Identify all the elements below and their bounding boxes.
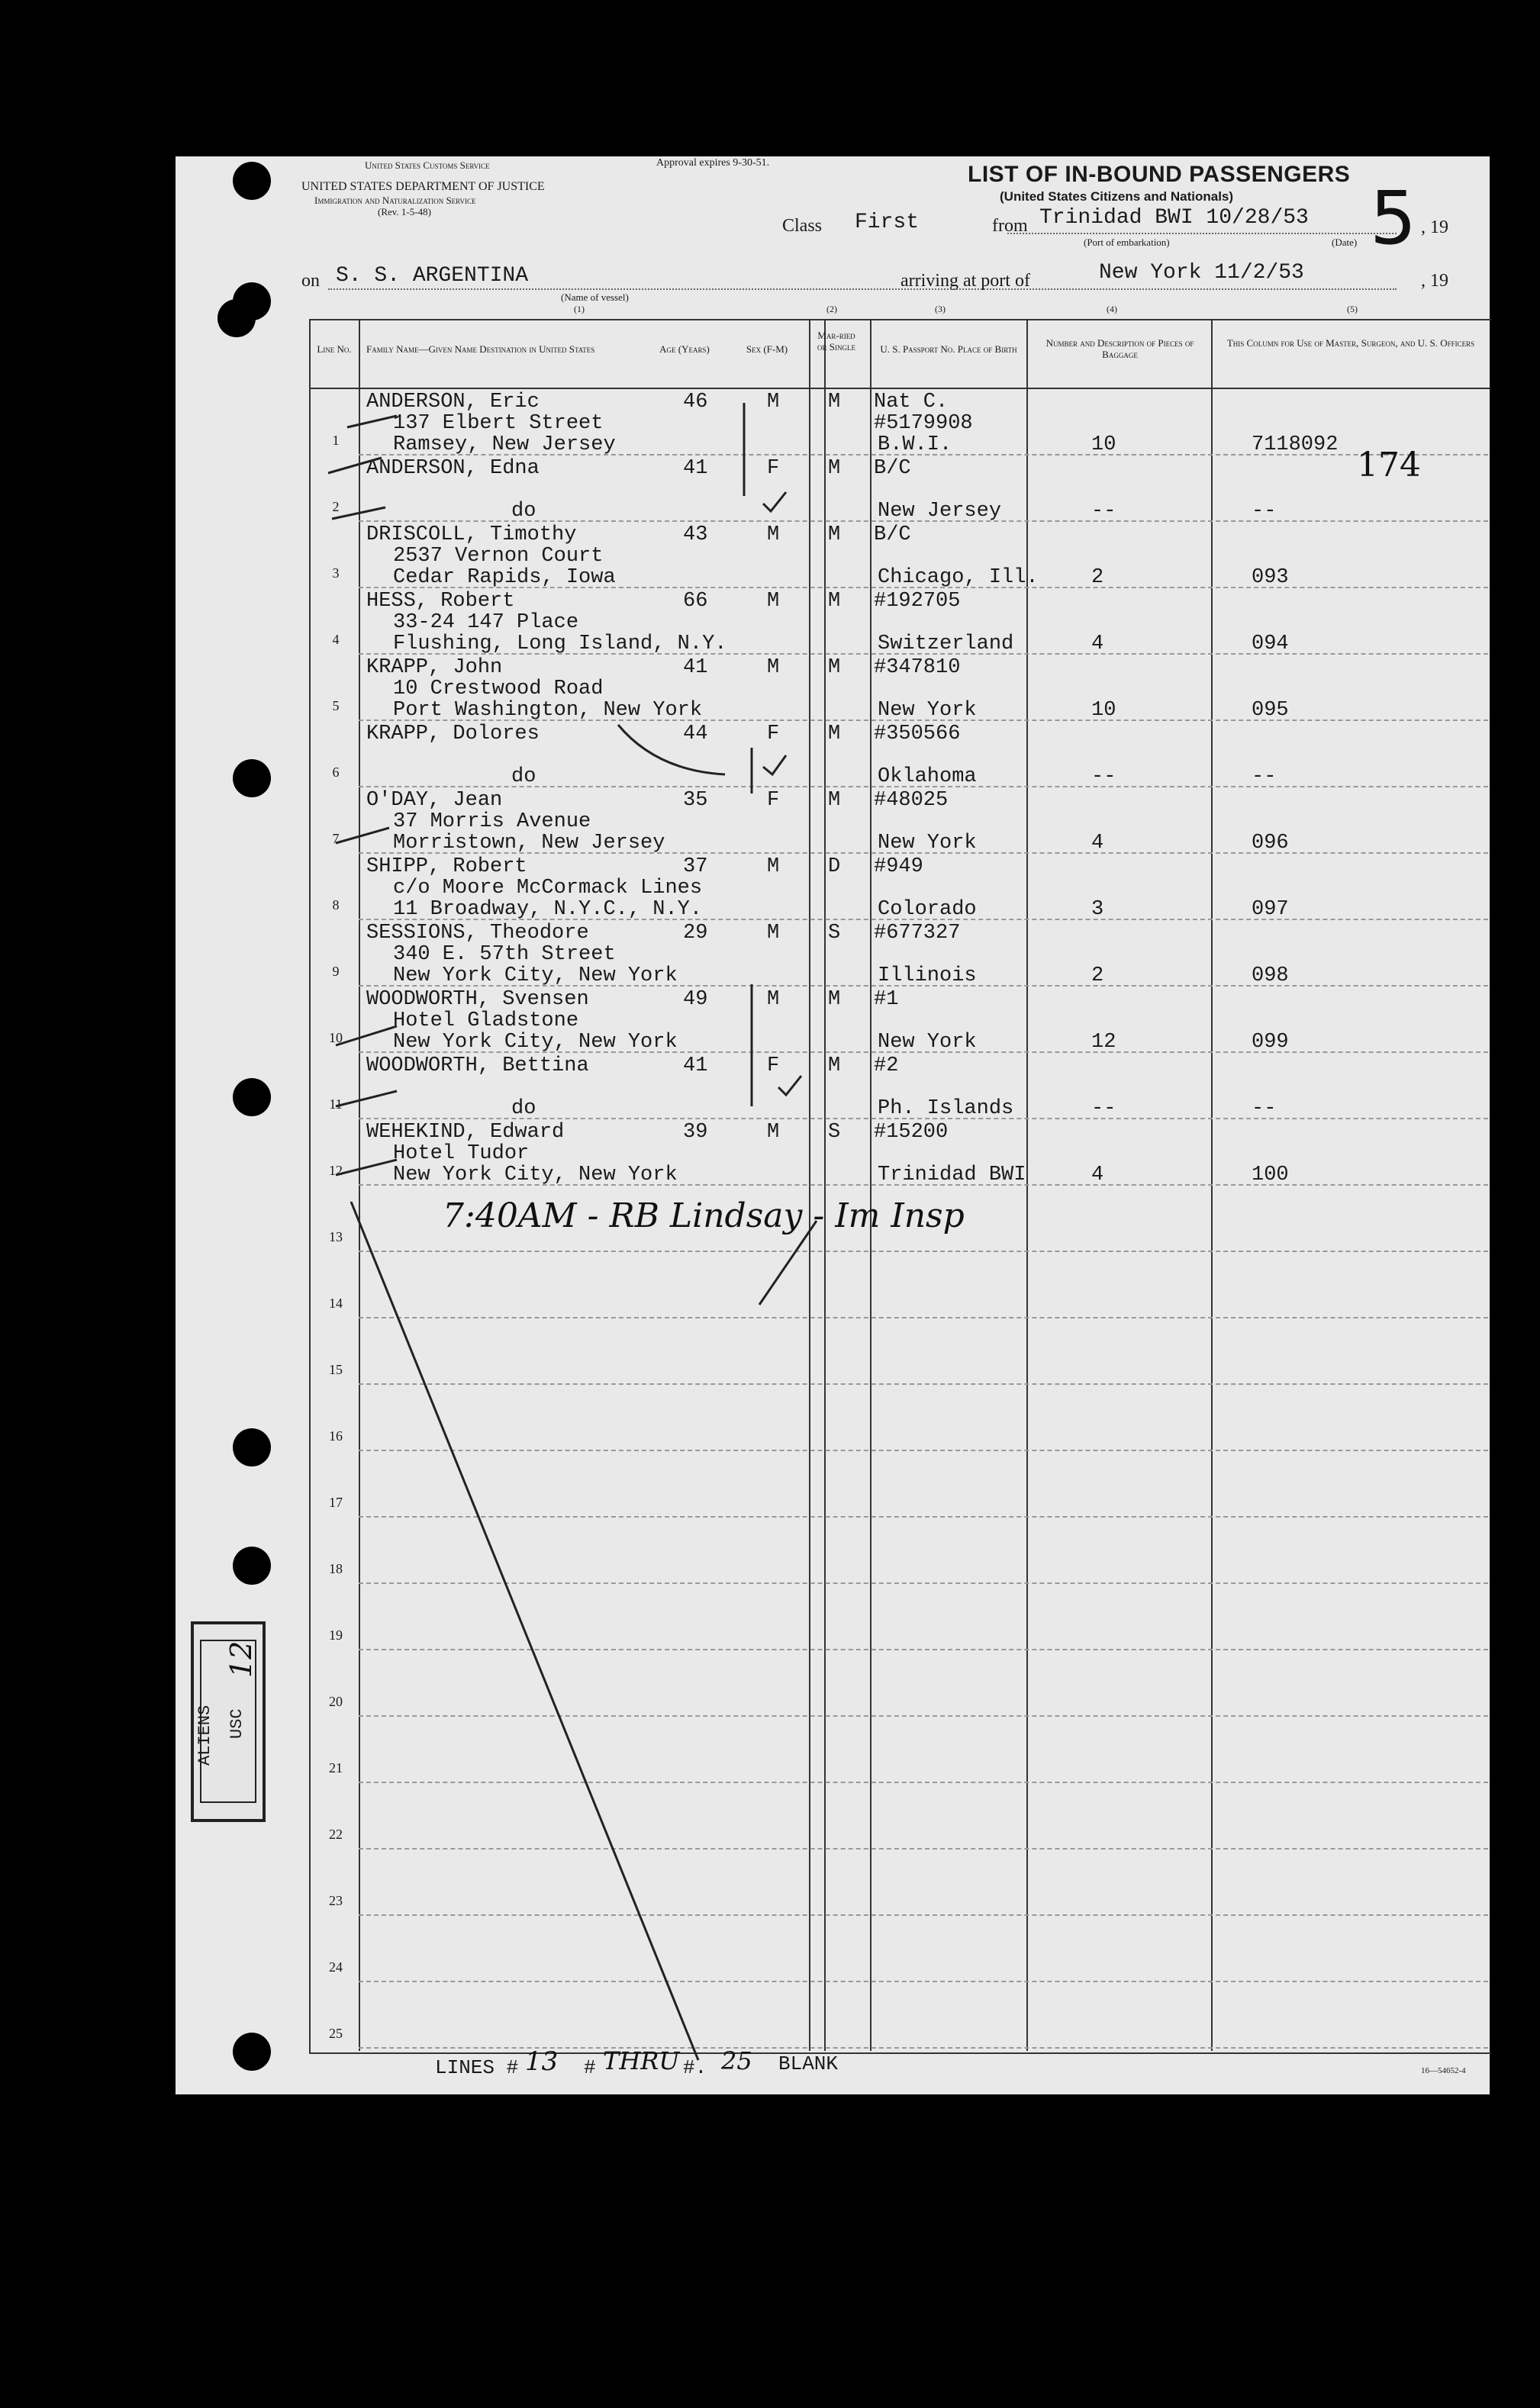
sex-value: F xyxy=(767,1054,780,1077)
marital-status: S xyxy=(828,1121,841,1144)
sex-value: F xyxy=(767,723,780,745)
address-line-2: New York City, New York xyxy=(393,964,678,987)
line-number: 5 xyxy=(332,698,340,713)
agency-ins: Immigration and Naturalization Service xyxy=(314,195,476,206)
officer-number: -- xyxy=(1252,500,1277,523)
baggage-count: 4 xyxy=(1091,832,1104,855)
col-header-sex: Sex (F-M) xyxy=(746,343,788,355)
marital-status: M xyxy=(828,1054,841,1077)
sex-value: M xyxy=(767,988,780,1011)
baggage-count: -- xyxy=(1091,500,1116,523)
line-number: 9 xyxy=(332,964,340,979)
passenger-name: WOODWORTH, Svensen xyxy=(366,988,589,1011)
place-of-birth: Ph. Islands xyxy=(878,1097,1014,1120)
baggage-count: 12 xyxy=(1091,1031,1116,1054)
passenger-name: HESS, Robert xyxy=(366,590,515,613)
agency-customs: United States Customs Service xyxy=(365,159,490,171)
sex-value: M xyxy=(767,1121,780,1144)
line-number: 8 xyxy=(332,897,340,913)
passport-number: #1 xyxy=(874,988,899,1011)
passport-number: #347810 xyxy=(874,656,961,679)
line-number: 4 xyxy=(332,632,340,647)
sex-value: M xyxy=(767,523,780,546)
officer-number: 7118092 xyxy=(1252,433,1339,456)
embarkation-value: Trinidad BWI 10/28/53 xyxy=(1039,206,1309,230)
passport-number: #350566 xyxy=(874,723,961,745)
address-line-2: Ramsey, New Jersey xyxy=(393,433,616,456)
age-value: 37 xyxy=(683,855,708,878)
age-value: 46 xyxy=(683,391,708,414)
tick-mark xyxy=(332,507,385,519)
line-number: 22 xyxy=(329,1827,343,1842)
col-num-1: (1) xyxy=(574,304,585,314)
tick-mark xyxy=(336,1160,397,1175)
tick-mark xyxy=(336,828,389,843)
passport-number: #949 xyxy=(874,855,923,878)
footer-to-hash: #. xyxy=(683,2056,707,2079)
form-number: 16—54652-4 xyxy=(1421,2066,1466,2075)
passport-number: #2 xyxy=(874,1054,899,1077)
passenger-name: DRISCOLL, Timothy xyxy=(366,523,577,546)
baggage-count: 3 xyxy=(1091,898,1104,921)
tick-mark xyxy=(328,458,382,473)
line-number: 2 xyxy=(332,499,340,514)
line-number: 7 xyxy=(332,831,340,846)
line-number: 24 xyxy=(329,1959,343,1975)
address-line-2: do xyxy=(511,1097,536,1120)
marital-status: M xyxy=(828,523,841,546)
address-line-1: 10 Crestwood Road xyxy=(393,678,604,700)
address-line-2: Port Washington, New York xyxy=(393,699,703,722)
place-of-birth: Switzerland xyxy=(878,633,1014,655)
officer-number: 096 xyxy=(1252,832,1289,855)
passport-number: #48025 xyxy=(874,789,949,812)
stamp-usc-label: USC xyxy=(227,1708,246,1739)
address-line-1: 33-24 147 Place xyxy=(393,611,579,634)
place-of-birth: New York xyxy=(878,699,977,722)
line-number: 11 xyxy=(329,1096,343,1112)
stamp-number: 174 xyxy=(1357,446,1421,484)
address-line-2: do xyxy=(511,765,536,788)
check-mark xyxy=(778,1076,801,1095)
age-value: 43 xyxy=(683,523,708,546)
footer-blank: BLANK xyxy=(778,2052,839,2075)
age-value: 41 xyxy=(683,1054,708,1077)
form-revision: (Rev. 1-5-48) xyxy=(378,206,431,217)
date-note: (Date) xyxy=(1332,237,1358,248)
line-number: 14 xyxy=(329,1296,343,1311)
tick-mark xyxy=(336,1026,397,1045)
baggage-count: -- xyxy=(1091,1097,1116,1120)
officer-number: 095 xyxy=(1252,699,1289,722)
address-line-1: c/o Moore McCormack Lines xyxy=(393,877,703,900)
passport-number: B/C xyxy=(874,457,911,480)
sex-value: M xyxy=(767,656,780,679)
vessel-note: (Name of vessel) xyxy=(561,291,629,303)
from-label: from xyxy=(992,216,1028,236)
passenger-name: SESSIONS, Theodore xyxy=(366,922,589,945)
place-of-birth: New Jersey xyxy=(878,500,1002,523)
inspector-note: 7:40AM - RB Lindsay - Im Insp xyxy=(443,1196,965,1235)
address-line-1: 340 E. 57th Street xyxy=(393,943,616,966)
slash-mark xyxy=(759,1221,817,1305)
baggage-count: -- xyxy=(1091,765,1116,788)
address-line-2: Flushing, Long Island, N.Y. xyxy=(393,633,727,655)
col-header-line: Line No. xyxy=(317,343,352,355)
stamp-aliens-label: ALIENS xyxy=(195,1705,214,1766)
col-num-3: (3) xyxy=(935,304,946,314)
marital-status: M xyxy=(828,988,841,1011)
passenger-name: KRAPP, John xyxy=(366,656,503,679)
address-line-2: Cedar Rapids, Iowa xyxy=(393,566,616,589)
passport-number: Nat C. xyxy=(874,391,949,414)
check-mark xyxy=(763,492,786,511)
address-line-2: New York City, New York xyxy=(393,1031,678,1054)
line-number: 19 xyxy=(329,1627,343,1643)
address-line-2: New York City, New York xyxy=(393,1164,678,1186)
place-of-birth: Illinois xyxy=(878,964,977,987)
footer-lines-from: 13 xyxy=(525,2046,559,2077)
col-header-passport: U. S. Passport No. Place of Birth xyxy=(880,343,1017,355)
class-value: First xyxy=(855,211,920,234)
approval-note: Approval expires 9-30-51. xyxy=(656,157,770,169)
sex-value: M xyxy=(767,922,780,945)
baggage-count: 4 xyxy=(1091,1164,1104,1186)
passport-number: #677327 xyxy=(874,922,961,945)
officer-number: 094 xyxy=(1252,633,1289,655)
line-number: 6 xyxy=(332,765,340,780)
marital-status: M xyxy=(828,656,841,679)
on-label: on xyxy=(301,271,320,291)
address-line-1: 2537 Vernon Court xyxy=(393,545,604,568)
address-line-1: 137 Elbert Street xyxy=(393,412,604,435)
sex-value: M xyxy=(767,855,780,878)
marital-status: M xyxy=(828,391,841,414)
form-subtitle: (United States Citizens and Nationals) xyxy=(1000,189,1234,204)
marital-status: M xyxy=(828,723,841,745)
place-of-birth: New York xyxy=(878,832,977,855)
line-number: 18 xyxy=(329,1561,343,1576)
col-num-5: (5) xyxy=(1347,304,1358,314)
tick-mark xyxy=(336,1091,397,1106)
col-header-baggage: Number and Description of Pieces of Baggage xyxy=(1045,337,1194,360)
arriving-label: arriving at port of xyxy=(900,271,1030,291)
address-line-1: 37 Morris Avenue xyxy=(393,810,591,833)
age-value: 41 xyxy=(683,457,708,480)
sex-value: M xyxy=(767,590,780,613)
passenger-name: SHIPP, Robert xyxy=(366,855,527,878)
stamp-count: 12 xyxy=(224,1640,258,1678)
sex-value: F xyxy=(767,457,780,480)
col-header-married: Mar-ried or Single xyxy=(817,330,855,353)
marital-status: D xyxy=(828,855,841,878)
officer-number: 099 xyxy=(1252,1031,1289,1054)
tick-mark xyxy=(347,416,397,427)
col-num-2: (2) xyxy=(826,304,837,314)
place-of-birth: Trinidad BWI xyxy=(878,1164,1026,1186)
line-number: 12 xyxy=(329,1163,343,1178)
age-value: 44 xyxy=(683,723,708,745)
line-number: 1 xyxy=(332,433,340,448)
curve-mark xyxy=(618,725,725,774)
place-of-birth: Chicago, Ill. xyxy=(878,566,1039,589)
footer-thru: THRU xyxy=(603,2046,680,2075)
address-line-1: Hotel Tudor xyxy=(393,1142,530,1165)
passport-number: B/C xyxy=(874,523,911,546)
passport-extra: #5179908 xyxy=(874,412,973,435)
officer-number: 093 xyxy=(1252,566,1289,589)
marital-status: M xyxy=(828,789,841,812)
line-number: 20 xyxy=(329,1694,343,1709)
port-note: (Port of embarkation) xyxy=(1084,237,1170,248)
age-value: 41 xyxy=(683,656,708,679)
col-header-officers: This Column for Use of Master, Surgeon, and U. S. Officers xyxy=(1226,337,1475,349)
line-number: 17 xyxy=(329,1495,343,1510)
form-title: LIST OF IN-BOUND PASSENGERS xyxy=(968,162,1351,187)
marital-status: S xyxy=(828,922,841,945)
baggage-count: 4 xyxy=(1091,633,1104,655)
age-value: 39 xyxy=(683,1121,708,1144)
line-number: 25 xyxy=(329,2026,343,2041)
line-number: 15 xyxy=(329,1362,343,1377)
age-value: 66 xyxy=(683,590,708,613)
address-line-2: Morristown, New Jersey xyxy=(393,832,665,855)
aliens-usc-stamp xyxy=(191,1621,266,1822)
address-line-2: 11 Broadway, N.Y.C., N.Y. xyxy=(393,898,703,921)
passenger-name: WOODWORTH, Bettina xyxy=(366,1054,589,1077)
passenger-name: O'DAY, Jean xyxy=(366,789,503,812)
footer-to: 25 xyxy=(721,2046,752,2075)
officer-number: 100 xyxy=(1252,1164,1289,1186)
officer-number: 098 xyxy=(1252,964,1289,987)
arrival-value: New York 11/2/53 xyxy=(1099,261,1304,285)
marital-status: M xyxy=(828,590,841,613)
officer-number: 097 xyxy=(1252,898,1289,921)
marital-status: M xyxy=(828,457,841,480)
class-label: Class xyxy=(782,216,823,236)
line-number: 21 xyxy=(329,1760,343,1775)
footer-thru-hash: # xyxy=(584,2056,596,2079)
footer-lines-label: LINES # xyxy=(435,2056,519,2079)
sex-value: M xyxy=(767,391,780,414)
check-mark xyxy=(763,755,786,774)
line-number: 13 xyxy=(329,1229,343,1244)
year-suffix-2: , 19 xyxy=(1421,271,1448,291)
age-value: 29 xyxy=(683,922,708,945)
baggage-count: 10 xyxy=(1091,433,1116,456)
page-number: 5 xyxy=(1370,175,1417,261)
passenger-name: KRAPP, Dolores xyxy=(366,723,540,745)
sex-value: F xyxy=(767,789,780,812)
col-header-age: Age (Years) xyxy=(659,343,710,355)
cancel-diagonal-line xyxy=(351,1202,698,2060)
agency-justice: UNITED STATES DEPARTMENT OF JUSTICE xyxy=(301,180,545,193)
place-of-birth: New York xyxy=(878,1031,977,1054)
year-suffix: , 19 xyxy=(1421,217,1448,237)
line-number: 23 xyxy=(329,1893,343,1908)
address-line-2: do xyxy=(511,500,536,523)
age-value: 49 xyxy=(683,988,708,1011)
line-number: 16 xyxy=(329,1428,343,1444)
passenger-name: ANDERSON, Edna xyxy=(366,457,540,480)
address-line-1: Hotel Gladstone xyxy=(393,1009,579,1032)
line-number: 3 xyxy=(332,565,340,581)
col-header-name: Family Name—Given Name Destination in United States xyxy=(366,343,595,355)
place-of-birth: Colorado xyxy=(878,898,977,921)
place-of-birth: B.W.I. xyxy=(878,433,952,456)
passenger-name: ANDERSON, Eric xyxy=(366,391,540,414)
baggage-count: 2 xyxy=(1091,566,1104,589)
vessel-name: S. S. ARGENTINA xyxy=(336,264,529,288)
line-number: 10 xyxy=(329,1030,343,1045)
baggage-count: 10 xyxy=(1091,699,1116,722)
col-num-4: (4) xyxy=(1107,304,1117,314)
passport-number: #192705 xyxy=(874,590,961,613)
age-value: 35 xyxy=(683,789,708,812)
baggage-count: 2 xyxy=(1091,964,1104,987)
passport-number: #15200 xyxy=(874,1121,949,1144)
officer-number: -- xyxy=(1252,1097,1277,1120)
place-of-birth: Oklahoma xyxy=(878,765,977,788)
officer-number: -- xyxy=(1252,765,1277,788)
passenger-name: WEHEKIND, Edward xyxy=(366,1121,565,1144)
